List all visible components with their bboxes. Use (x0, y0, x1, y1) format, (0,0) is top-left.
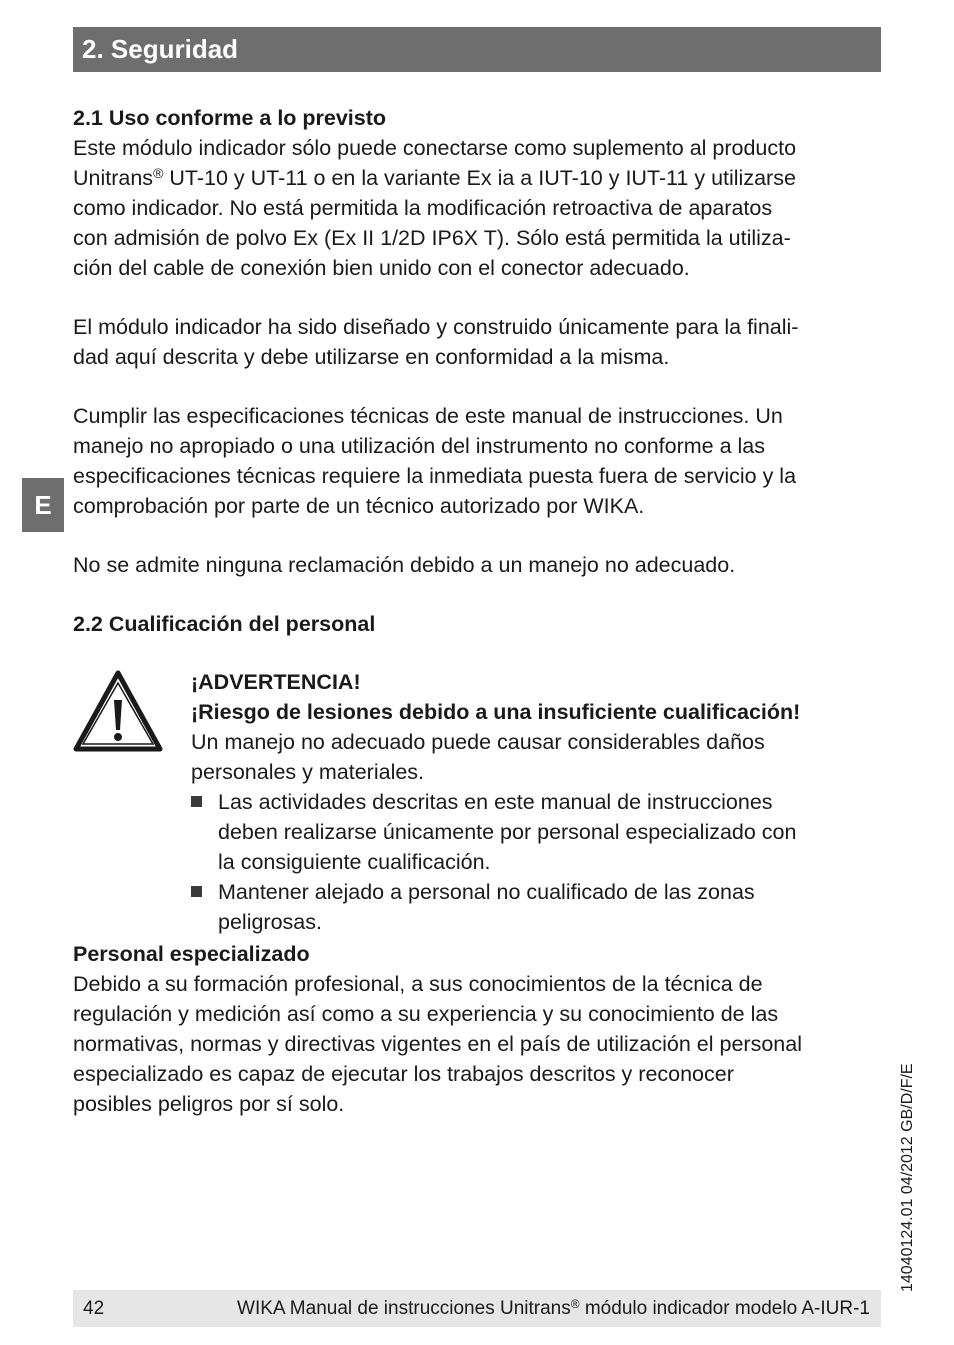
heading-cualificacion: 2.2 Cualificación del personal (73, 612, 376, 636)
warning-text (191, 667, 891, 937)
paragraph-uso-conforme (73, 133, 883, 283)
warning-description: Un manejo no adecuado puede causar considerables daños personales y materiales. (191, 730, 765, 784)
page-number: 42 (83, 1298, 105, 1319)
warning-box (73, 667, 883, 939)
paragraph-personal: Debido a su formación profesional, a sus conocimientos de la técnica de regulación y medición así como a su experiencia y su conocimiento de las normativas, normas y directivas vigentes en el país de utilización el personal especializado es capaz de ejecutar los trabajos descritos y reconocer posibles peligros por sí solo. (73, 972, 802, 1116)
list-item-text: Mantener alejado a personal no cualificado de las zonas peligrosas. (218, 880, 755, 934)
square-bullet-icon (191, 796, 202, 807)
footer-title-text: módulo indicador modelo A-IUR-1 (579, 1298, 870, 1319)
document-code: 14040124.01 04/2012 GB/D/F/E (899, 1063, 916, 1292)
heading-uso-conforme: 2.1 Uso conforme a lo previsto (73, 106, 387, 130)
list-item (191, 787, 891, 877)
warning-title: ¡ADVERTENCIA! (191, 670, 361, 694)
registered-mark: ® (570, 1297, 580, 1311)
footer-title (237, 1290, 870, 1327)
section-title: 2. Seguridad (82, 34, 239, 64)
paragraph-reclamacion: No se admite ninguna reclamación debido a un manejo no adecuado. (73, 553, 736, 577)
paragraph-text: UT-10 y UT-11 o en la variante Ex ia a IUT-10 y IUT-11 y utilizarse como indicador. No está permitida la modificación retroactiva de aparatos con admisión de polvo Ex (Ex II 1/2D IP6X T). Sólo está permitida la utiliza- ción del cable de conexión bien unido con el conector adecuado. (73, 166, 796, 280)
paragraph-finalidad: El módulo indicador ha sido diseñado y construido únicamente para la finali- dad aquí descrita y debe utilizarse en conformidad a la misma. (73, 315, 799, 369)
footer-title-text: WIKA Manual de instrucciones Unitrans (237, 1298, 571, 1319)
language-tab: E (22, 478, 64, 532)
registered-mark: ® (153, 165, 164, 181)
paragraph-text: Este módulo indicador sólo puede conectarse como suplemento al producto Unitrans (73, 136, 797, 190)
list-item-text: Las actividades descritas en este manual de instrucciones deben realizarse únicamente por personal especializado con la consiguiente cualificación. (218, 790, 797, 874)
page-content (73, 103, 883, 1119)
warning-triangle-icon (73, 670, 163, 752)
square-bullet-icon (191, 886, 202, 897)
heading-personal-especializado: Personal especializado (73, 942, 310, 966)
page-footer (73, 1290, 881, 1327)
paragraph-especificaciones: Cumplir las especificaciones técnicas de este manual de instrucciones. Un manejo no apropiado o una utilización del instrumento no conforme a las especificaciones técnicas requiere la inmediata puesta fuera de servicio y la comprobación por parte de un técnico autorizado por WIKA. (73, 404, 797, 518)
list-item (191, 877, 891, 937)
warning-subtitle: ¡Riesgo de lesiones debido a una insuficiente cualificación! (191, 700, 801, 724)
section-header (73, 27, 881, 72)
